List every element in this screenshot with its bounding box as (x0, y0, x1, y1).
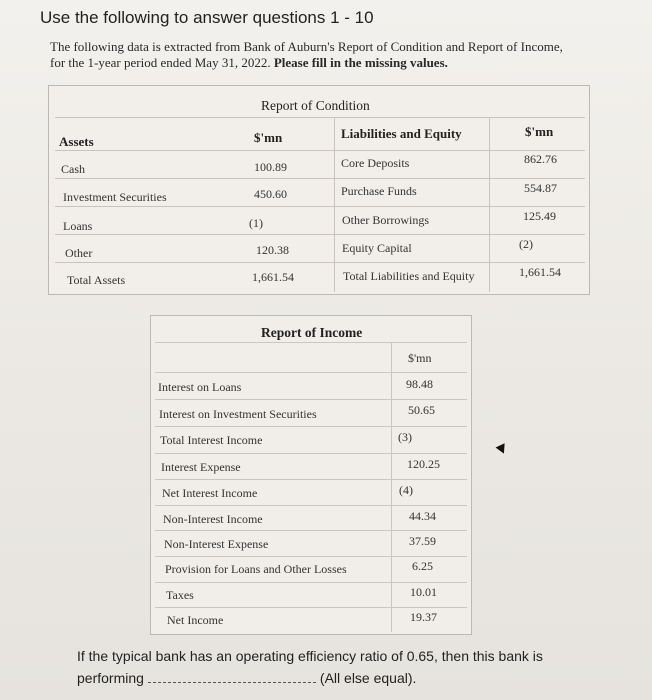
income-value: 44.34 (409, 509, 436, 523)
income-value: 10.01 (410, 585, 437, 599)
asset-value: 450.60 (254, 187, 287, 201)
divider (155, 556, 467, 557)
income-value: 6.25 (412, 559, 433, 573)
question-line-2 (77, 667, 597, 689)
asset-label: Other (65, 246, 93, 260)
divider (55, 234, 585, 235)
answer-blank[interactable] (148, 668, 316, 683)
divider (155, 453, 467, 454)
income-label: Total Interest Income (160, 433, 263, 447)
income-unit-header: $'mn (408, 351, 432, 365)
liability-label: Equity Capital (342, 241, 412, 255)
liability-label: Core Deposits (341, 156, 410, 170)
income-label: Interest on Loans (158, 380, 242, 394)
income-title: Report of Income (261, 325, 363, 340)
divider (155, 426, 467, 427)
question-word: performing (77, 670, 144, 686)
income-label: Interest on Investment Securities (159, 407, 317, 421)
liabilities-unit-header: $'mn (525, 124, 554, 139)
liability-value: 862.76 (524, 152, 557, 166)
income-label: Non-Interest Income (163, 512, 263, 526)
divider (55, 117, 585, 118)
liability-value: (2) (519, 237, 533, 251)
income-value: 37.59 (409, 534, 436, 548)
divider (155, 372, 467, 373)
income-value: (3) (398, 430, 412, 444)
income-value: 98.48 (406, 377, 433, 391)
liability-value: 554.87 (524, 181, 557, 195)
intro-text (50, 39, 610, 71)
income-value: 19.37 (410, 610, 437, 624)
report-of-condition-table (48, 85, 590, 295)
divider (334, 117, 335, 292)
divider (155, 342, 467, 343)
liability-value: 1,661.54 (519, 265, 561, 279)
asset-label: Total Assets (67, 273, 126, 287)
income-label: Provision for Loans and Other Losses (165, 562, 347, 576)
divider (55, 262, 585, 263)
assets-unit-header: $'mn (254, 130, 283, 145)
asset-value: (1) (249, 216, 263, 230)
intro-line-1: The following data is extracted from Bank of Auburn's Report of Condition and Report of Income, (50, 39, 563, 54)
divider (55, 178, 585, 179)
intro-line-2-bold: Please fill in the missing values. (273, 55, 448, 70)
pointer-cursor-icon (496, 443, 509, 455)
income-value: 120.25 (407, 457, 440, 471)
question-tail: (All else equal). (319, 670, 417, 686)
divider (155, 582, 467, 583)
divider (155, 479, 467, 480)
liability-label: Other Borrowings (342, 213, 429, 227)
income-label: Net Interest Income (162, 486, 258, 500)
intro-line-2-plain: for the 1-year period ended May 31, 2022. (50, 55, 271, 70)
liabilities-header: Liabilities and Equity (341, 126, 462, 141)
divider (155, 530, 467, 531)
condition-title: Report of Condition (261, 98, 370, 113)
divider (391, 342, 392, 632)
income-label: Taxes (166, 588, 194, 602)
divider (155, 607, 467, 608)
asset-label: Loans (63, 219, 93, 233)
income-value: (4) (399, 483, 413, 497)
assets-header: Assets (59, 134, 94, 149)
income-label: Net Income (167, 613, 224, 627)
liability-label: Total Liabilities and Equity (343, 269, 475, 283)
divider (155, 505, 467, 506)
divider (55, 206, 585, 207)
divider (489, 117, 490, 292)
asset-value: 1,661.54 (252, 270, 294, 284)
income-label: Interest Expense (161, 460, 241, 474)
question-text (77, 645, 597, 689)
divider (155, 399, 467, 400)
liability-value: 125.49 (523, 209, 556, 223)
income-label: Non-Interest Expense (164, 537, 269, 551)
intro-line-2 (50, 55, 610, 71)
report-of-income-table (150, 315, 472, 635)
asset-value: 100.89 (254, 160, 287, 174)
page-heading: Use the following to answer questions 1 - 10 (40, 8, 374, 27)
asset-label: Investment Securities (63, 190, 167, 204)
income-value: 50.65 (408, 403, 435, 417)
question-line-1: If the typical bank has an operating efficiency ratio of 0.65, then this bank is (77, 648, 543, 664)
liability-label: Purchase Funds (341, 184, 417, 198)
divider (55, 150, 585, 151)
asset-label: Cash (61, 162, 85, 176)
asset-value: 120.38 (256, 243, 289, 257)
